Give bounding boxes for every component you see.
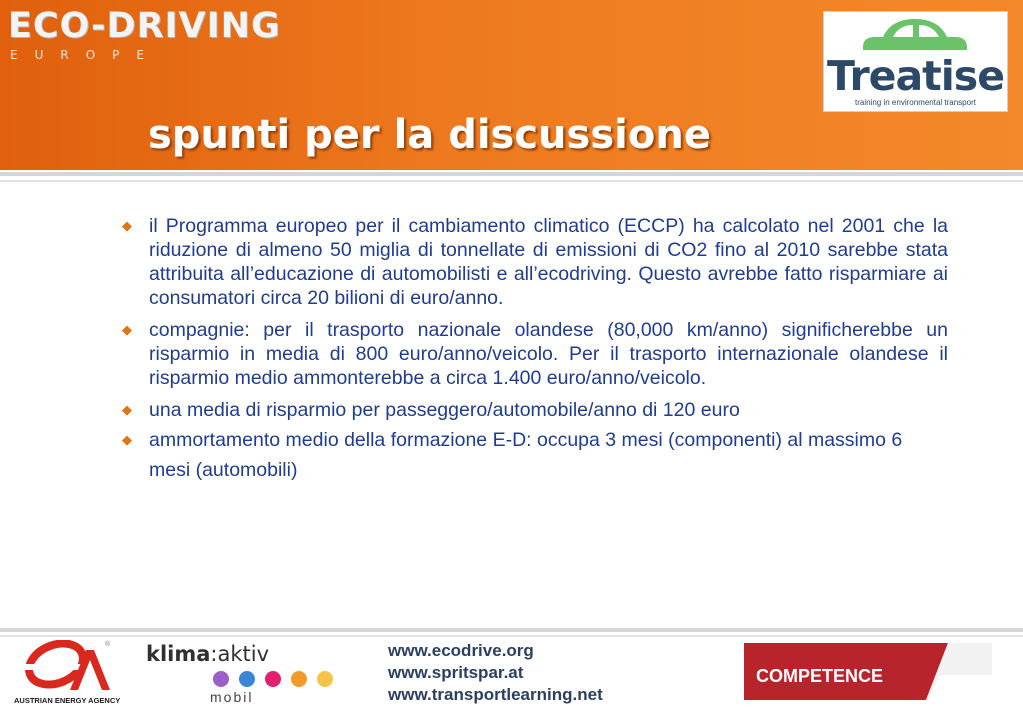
energy-agency-icon xyxy=(14,640,138,694)
bullet-text: ammortamento medio della formazione E-D: occupa 3 mesi (componenti) al massimo 6 mesi (automobili) xyxy=(149,429,903,481)
klima-mobil-label: mobil xyxy=(210,689,254,705)
bullet-list xyxy=(120,214,948,493)
website-links xyxy=(388,640,678,706)
klima-aktiv-wordmark xyxy=(146,642,269,666)
treatise-logo xyxy=(823,11,1008,112)
eco-driving-logo-subtitle: EUROPE xyxy=(10,48,161,62)
colored-dots-icon xyxy=(212,670,342,688)
list-item xyxy=(120,318,948,390)
klima-separator: : xyxy=(210,642,218,666)
bullet-text: una media di risparmio per passeggero/automobile/anno di 120 euro xyxy=(149,399,740,421)
aea-label: AUSTRIAN ENERGY AGENCY xyxy=(14,696,121,705)
bullet-text: il Programma europeo per il cambiamento climatico (ECCP) ha calcolato nel 2001 che la riduzione di almeno 50 miglia di tonnellate di emissioni di CO2 fino al 2010 sarebbe stata attribuita all’educazione di automobilisti e all’ecodriving. Questo avrebbe fatto risparmiare ai consumatori circa 20 bilioni di euro/anno. xyxy=(149,215,948,309)
link-transportlearning[interactable]: www.transportlearning.net xyxy=(388,685,603,704)
klima-aktiv-logo xyxy=(146,642,346,708)
diamond-bullet-icon: ◆ xyxy=(122,432,132,447)
aktiv-word: aktiv xyxy=(217,642,270,666)
footer-divider xyxy=(0,628,1023,632)
treatise-name: Treatise xyxy=(826,52,1005,100)
eco-driving-logo: ECO-DRIVING xyxy=(8,6,281,46)
diamond-bullet-icon: ◆ xyxy=(122,402,132,417)
slide-title: spunti per la discussione xyxy=(148,112,711,158)
link-spritspar[interactable]: www.spritspar.at xyxy=(388,663,524,682)
car-icon xyxy=(859,15,971,57)
list-item xyxy=(120,214,948,310)
list-item xyxy=(120,425,948,485)
competence-label: COMPETENCE xyxy=(756,666,884,686)
link-ecodrive[interactable]: www.ecodrive.org xyxy=(388,641,534,660)
bullet-text: compagnie: per il trasporto nazionale olandese (80,000 km/anno) significherebbe un risparmio in media di 800 euro/anno/veicolo. Per il trasporto internazionale olandese il risparmio medio ammonterebbe a circa 1.400 euro/anno/veicolo. xyxy=(149,319,948,389)
header-divider-thin xyxy=(0,180,1023,182)
header-divider xyxy=(0,172,1023,176)
austrian-energy-agency-logo xyxy=(14,640,138,706)
treatise-tagline: training in environmental transport xyxy=(855,98,976,107)
klima-word: klima xyxy=(146,642,211,666)
list-item xyxy=(120,398,948,422)
competence-logo xyxy=(744,643,992,700)
diamond-bullet-icon: ◆ xyxy=(122,322,132,337)
diamond-bullet-icon: ◆ xyxy=(122,218,132,233)
footer-divider-thin xyxy=(0,635,1023,637)
registered-mark: ® xyxy=(105,641,111,648)
